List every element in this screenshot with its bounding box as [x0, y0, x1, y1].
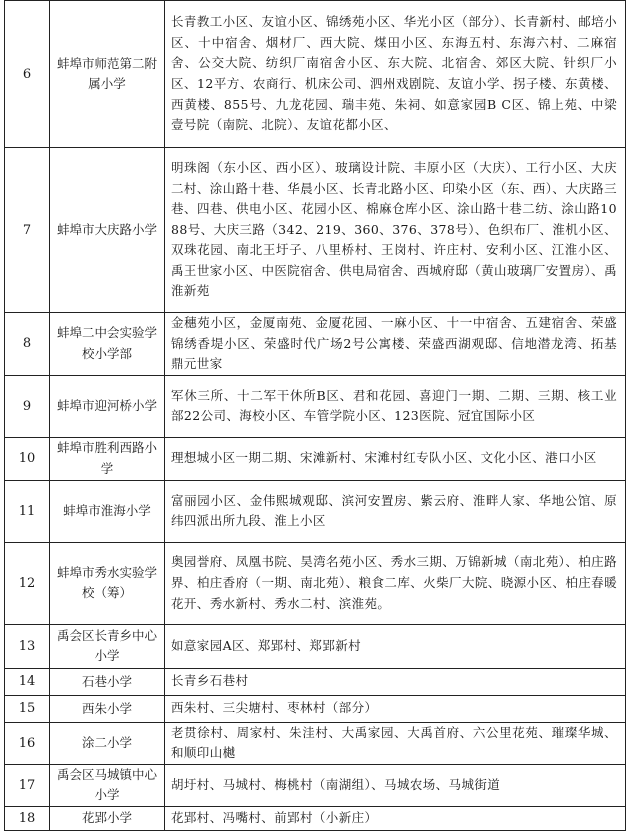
enrollment-area: 花郢村、冯嘴村、前郢村（小新庄） — [165, 806, 626, 830]
table-row — [5, 480, 626, 542]
enrollment-area: 明珠阁（东小区、西小区）、玻璃设计院、丰原小区（大庆）、工行小区、大庆二村、涂山路十巷、华晨小区、长青北路小区、印染小区（东、西）、大庆路三巷、四巷、供电小区、花园小区、棉麻仓库小区、涂山路十巷二纺、涂山路1088号、大庆三路（342、219、360、376、378号）、色织布厂、淮机小区、双珠花园、南北王圩子、八里桥村、王岗村、许庄村、安利小区、江淮小区、禹王世家小区、中医院宿舍、供电局宿舍、西城府邸（黄山玻璃厂安置房）、禹淮新苑 — [165, 148, 626, 313]
school-name: 蚌埠市大庆路小学 — [50, 148, 165, 313]
school-name: 蚌埠二中会实验学校小学部 — [50, 313, 165, 376]
table-row — [5, 437, 626, 480]
table-row — [5, 668, 626, 695]
table-row — [5, 313, 626, 376]
school-name: 蚌埠市秀水实验学校（筹） — [50, 542, 165, 624]
enrollment-area: 富丽园小区、金伟熙城观邸、滨河安置房、紫云府、淮畔人家、华地公馆、原纬四派出所九段、淮上小区 — [165, 480, 626, 542]
school-name: 石巷小学 — [50, 668, 165, 695]
table-row — [5, 148, 626, 313]
enrollment-area: 如意家园A区、郑郢村、郑郢新村 — [165, 624, 626, 668]
enrollment-area: 军休三所、十二军干休所B区、君和花园、喜迎门一期、二期、三期、核工业部22公司、海校小区、车管学院小区、123医院、冠宜国际小区 — [165, 375, 626, 437]
enrollment-area: 西朱村、三尖塘村、枣林村（部分） — [165, 695, 626, 722]
table-row — [5, 722, 626, 764]
table-row — [5, 695, 626, 722]
school-name: 蚌埠市胜利西路小学 — [50, 437, 165, 480]
row-number: 6 — [5, 1, 50, 148]
table-row — [5, 764, 626, 806]
row-number: 13 — [5, 624, 50, 668]
enrollment-area: 胡圩村、马城村、梅桃村（南湖组）、马城农场、马城街道 — [165, 764, 626, 806]
table-row — [5, 375, 626, 437]
school-name: 禹会区马城镇中心小学 — [50, 764, 165, 806]
row-number: 7 — [5, 148, 50, 313]
enrollment-area: 老贯徐村、周家村、朱洼村、大禹家园、大禹首府、六公里花苑、璀璨华城、和顺印山樾 — [165, 722, 626, 764]
school-name: 花郢小学 — [50, 806, 165, 830]
table-row — [5, 806, 626, 830]
row-number: 18 — [5, 806, 50, 830]
row-number: 12 — [5, 542, 50, 624]
row-number: 10 — [5, 437, 50, 480]
enrollment-area: 长青乡石巷村 — [165, 668, 626, 695]
row-number: 8 — [5, 313, 50, 376]
row-number: 16 — [5, 722, 50, 764]
row-number: 14 — [5, 668, 50, 695]
row-number: 17 — [5, 764, 50, 806]
table-row — [5, 1, 626, 148]
school-name: 蚌埠市师范第二附属小学 — [50, 1, 165, 148]
school-name: 禹会区长青乡中心小学 — [50, 624, 165, 668]
enrollment-area: 金穗苑小区，金厦南苑、金厦花园、一麻小区、十一中宿舍、五建宿舍、荣盛锦绣香堤小区、荣盛时代广场2号公寓楼、荣盛西湖观邸、信地潜龙湾、拓基鼎元世家 — [165, 313, 626, 376]
row-number: 11 — [5, 480, 50, 542]
row-number: 9 — [5, 375, 50, 437]
table-row — [5, 542, 626, 624]
school-name: 蚌埠市淮海小学 — [50, 480, 165, 542]
enrollment-area: 理想城小区一期二期、宋滩新村、宋滩村红专队小区、文化小区、港口小区 — [165, 437, 626, 480]
district-table — [4, 0, 626, 831]
school-name: 蚌埠市迎河桥小学 — [50, 375, 165, 437]
row-number: 15 — [5, 695, 50, 722]
enrollment-area: 长青教工小区、友谊小区、锦绣苑小区、华光小区（部分）、长青新村、邮培小区、十中宿舍、烟材厂、西大院、煤田小区、东海五村、东海六村、二麻宿舍、公交大院、纺织厂南宿舍小区、东大院、北宿舍、郊区大院、针织厂小区、12平方、农商行、机床公司、泗州戏剧院、友谊小学、拐子楼、东黄楼、西黄楼、855号、九龙花园、瑞丰苑、朱祠、如意家园B C区、锦上苑、中梁壹号院（南院、北院）、友谊花都小区、 — [165, 1, 626, 148]
school-name: 西朱小学 — [50, 695, 165, 722]
enrollment-area: 奥园誉府、凤凰书院、昊湾名苑小区、秀水三期、万锦新城（南北苑）、柏庄路界、柏庄香府（一期、南北苑）、粮食二库、火柴厂大院、晓源小区、柏庄春暖花开、秀水新村、秀水二村、滨淮苑。 — [165, 542, 626, 624]
table-row — [5, 624, 626, 668]
school-name: 涂二小学 — [50, 722, 165, 764]
